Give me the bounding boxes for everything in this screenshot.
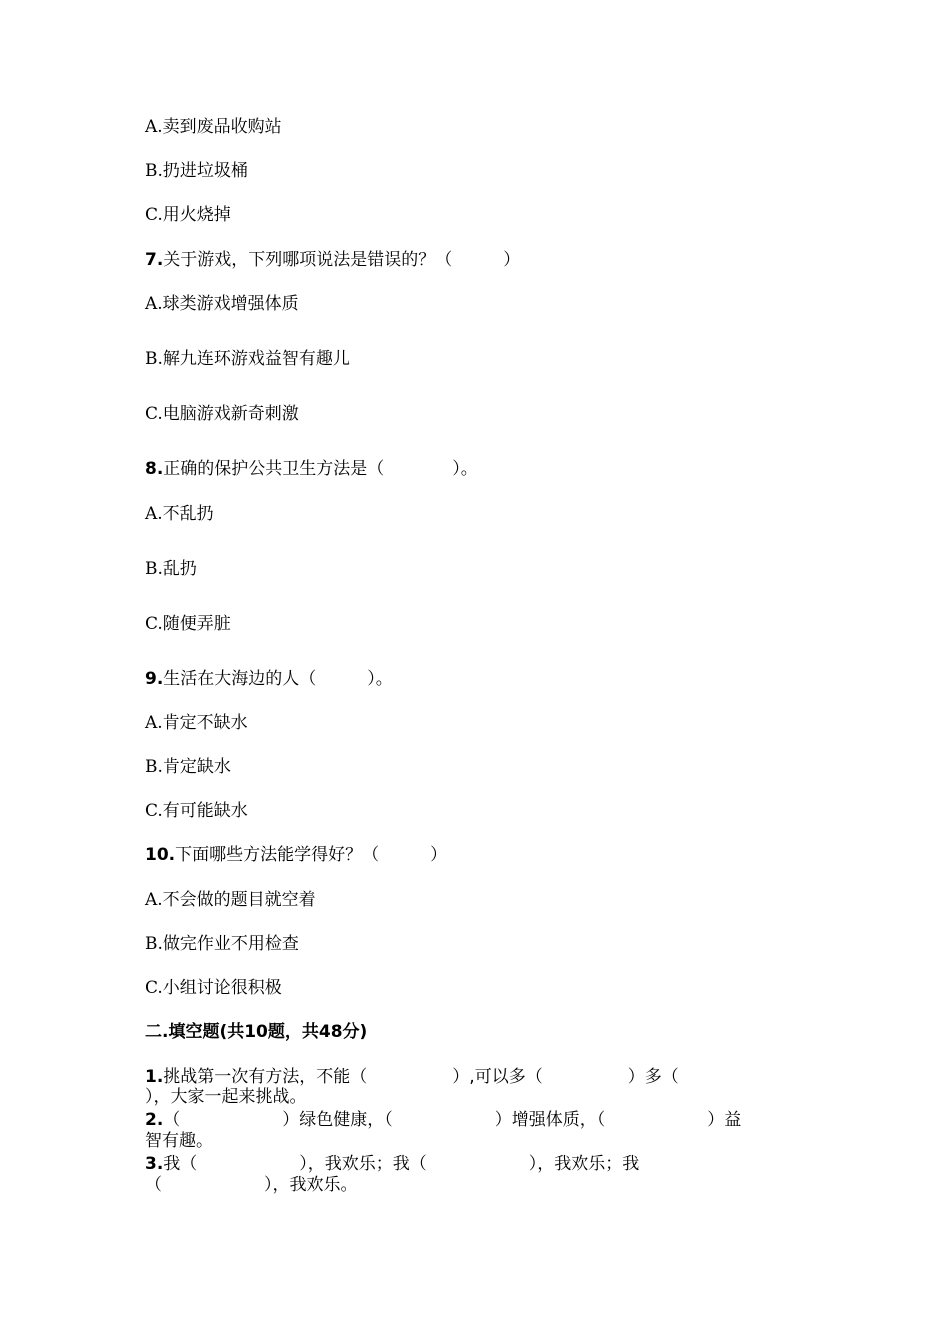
line-4 — [145, 294, 299, 314]
section-heading — [145, 1022, 367, 1042]
question-text: 我（ ），我欢乐；我（ ），我欢乐；我 — [163, 1154, 640, 1174]
option-text: A.肯定不缺水 — [145, 713, 248, 733]
fill-question-2 — [145, 1110, 741, 1130]
line-16 — [145, 890, 316, 910]
option-text: B.扔进垃圾桶 — [145, 161, 248, 181]
question-number: 2. — [145, 1110, 164, 1130]
option-text: A.不会做的题目就空着 — [145, 890, 316, 910]
question-8 — [145, 459, 478, 479]
line-12 — [145, 713, 248, 733]
section-title: 二.填空题(共10题，共48分) — [145, 1022, 368, 1042]
line-8 — [145, 504, 214, 524]
question-number: 7. — [145, 250, 164, 270]
option-text: A.不乱扔 — [145, 504, 214, 524]
question-number: 1. — [145, 1067, 164, 1087]
line-23 — [145, 1131, 213, 1151]
option-text: B.肯定缺水 — [145, 757, 231, 777]
option-text: B.做完作业不用检查 — [145, 934, 299, 954]
option-text: C.电脑游戏新奇刺激 — [145, 404, 299, 424]
line-14 — [145, 801, 248, 821]
option-text: A.卖到废品收购站 — [145, 117, 282, 137]
option-text: C.小组讨论很积极 — [145, 978, 282, 998]
question-text-cont: ），大家一起来挑战。 — [145, 1087, 307, 1107]
option-text: B.解九连环游戏益智有趣儿 — [145, 349, 350, 369]
line-9 — [145, 559, 197, 579]
fill-question-3 — [145, 1154, 639, 1174]
question-text: （ ）绿色健康，（ ）增强体质，（ ）益 — [163, 1110, 742, 1130]
line-10 — [145, 614, 231, 634]
question-9 — [145, 669, 393, 689]
line-5 — [145, 349, 350, 369]
line-6 — [145, 404, 299, 424]
question-text: 关于游戏，下列哪项说法是错误的？（ ） — [163, 250, 521, 270]
question-7 — [145, 250, 520, 270]
question-text-cont: （ ），我欢乐。 — [145, 1175, 358, 1195]
question-number: 8. — [145, 459, 164, 479]
line-17 — [145, 934, 299, 954]
line-18 — [145, 978, 282, 998]
option-text: C.有可能缺水 — [145, 801, 248, 821]
question-text: 挑战第一次有方法，不能（ ）,可以多（ ）多（ — [163, 1067, 679, 1087]
question-number: 10. — [145, 845, 176, 865]
question-number: 9. — [145, 669, 164, 689]
option-text: A.球类游戏增强体质 — [145, 294, 299, 314]
option-text: C.随便弄脏 — [145, 614, 231, 634]
question-10 — [145, 845, 447, 865]
line-13 — [145, 757, 231, 777]
question-text: 下面哪些方法能学得好？（ ） — [175, 845, 448, 865]
line-1 — [145, 161, 248, 181]
question-text-cont: 智有趣。 — [145, 1131, 213, 1151]
fill-question-1 — [145, 1067, 679, 1087]
line-2 — [145, 205, 231, 225]
line-21 — [145, 1087, 307, 1107]
option-text: C.用火烧掉 — [145, 205, 231, 225]
line-25 — [145, 1175, 358, 1195]
question-text: 正确的保护公共卫生方法是（ ）。 — [163, 459, 478, 479]
question-number: 3. — [145, 1154, 164, 1174]
option-text: B.乱扔 — [145, 559, 197, 579]
line-0 — [145, 117, 282, 137]
question-text: 生活在大海边的人（ ）。 — [163, 669, 393, 689]
